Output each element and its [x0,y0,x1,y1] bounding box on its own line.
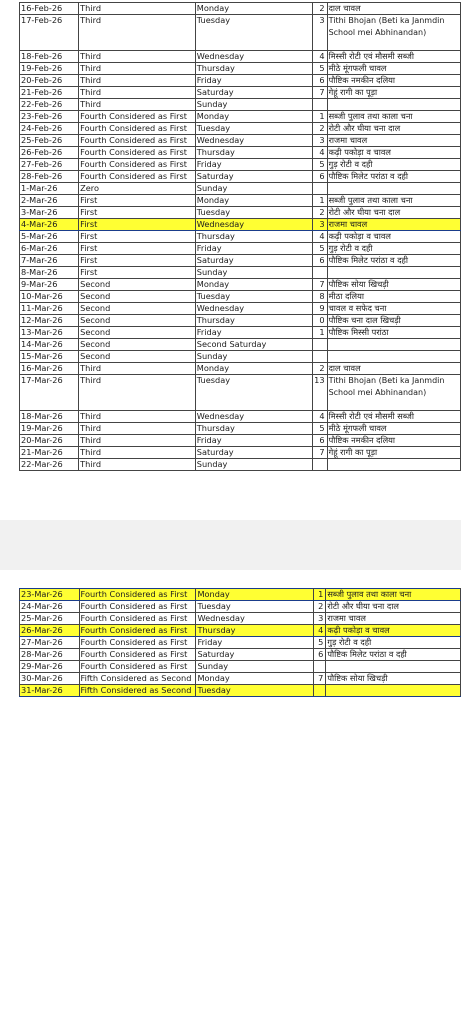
menu-number-cell: 4 [313,411,327,423]
day-cell: Sunday [195,267,312,279]
week-cell: Fourth Considered as First [79,111,196,123]
week-cell: Third [79,51,196,63]
date-cell: 27-Mar-26 [20,637,80,649]
table-row [20,267,461,279]
table-row [20,147,461,159]
menu-number-cell: 1 [313,195,327,207]
date-cell: 8-Mar-26 [20,267,79,279]
date-cell: 3-Mar-26 [20,207,79,219]
table-row [20,219,461,231]
menu-number-cell: 5 [313,423,327,435]
date-cell: 26-Mar-26 [20,625,80,637]
week-cell: Fourth Considered as First [79,135,196,147]
date-cell: 16-Feb-26 [20,3,79,15]
week-cell: Third [79,75,196,87]
date-cell: 17-Mar-26 [20,375,79,411]
table-row [20,63,461,75]
week-cell: Fourth Considered as First [79,147,196,159]
table-row [20,111,461,123]
table-row [20,303,461,315]
day-cell: Thursday [195,315,312,327]
week-cell: Fourth Considered as First [79,637,196,649]
week-cell: Fourth Considered as First [79,171,196,183]
date-cell: 27-Feb-26 [20,159,79,171]
menu-number-cell: 6 [313,255,327,267]
week-cell: Second [79,303,196,315]
page-gap [0,520,461,570]
menu-number-cell: 4 [314,625,326,637]
week-cell: Third [79,63,196,75]
day-cell: Tuesday [195,207,312,219]
date-cell: 18-Feb-26 [20,51,79,63]
week-cell: Fourth Considered as First [79,589,196,601]
menu-item-cell: Tithi Bhojan (Beti ka Janmdin School mei Abhinandan) [327,15,460,51]
table-row [20,601,461,613]
date-cell: 19-Mar-26 [20,423,79,435]
day-cell: Sunday [195,351,312,363]
menu-table-top [19,2,461,471]
week-cell: Third [79,99,196,111]
table-row [20,315,461,327]
date-cell: 17-Feb-26 [20,15,79,51]
menu-number-cell [314,685,326,697]
week-cell: Second [79,291,196,303]
week-cell: Third [79,15,196,51]
menu-number-cell: 7 [313,279,327,291]
week-cell: Third [79,3,196,15]
day-cell: Wednesday [195,51,312,63]
table-row [20,99,461,111]
table-row [20,3,461,15]
day-cell: Sunday [195,99,312,111]
menu-item-cell: राजमा चावल [326,613,461,625]
table-row [20,87,461,99]
date-cell: 28-Feb-26 [20,171,79,183]
table-row [20,231,461,243]
day-cell: Friday [196,637,314,649]
menu-number-cell [313,351,327,363]
table-row [20,685,461,697]
week-cell: Third [79,423,196,435]
menu-number-cell [313,183,327,195]
day-cell: Saturday [195,255,312,267]
date-cell: 23-Feb-26 [20,111,79,123]
date-cell: 26-Feb-26 [20,147,79,159]
day-cell: Wednesday [195,219,312,231]
week-cell: Second [79,339,196,351]
date-cell: 14-Mar-26 [20,339,79,351]
date-cell: 21-Mar-26 [20,447,79,459]
menu-item-cell [327,459,460,471]
week-cell: Fourth Considered as First [79,601,196,613]
week-cell: Second [79,351,196,363]
day-cell: Tuesday [196,601,314,613]
day-cell: Thursday [195,423,312,435]
menu-item-cell: गुड़ रोटी व दही [327,243,460,255]
week-cell: Fourth Considered as First [79,123,196,135]
table-row [20,51,461,63]
menu-item-cell: पौष्टिक मिस्सी परांठा [327,327,460,339]
menu-item-cell: गुड़ रोटी व दही [327,159,460,171]
menu-item-cell: पौष्टिक मिलेट परांठा व दही [326,649,461,661]
menu-number-cell: 2 [314,601,326,613]
date-cell: 28-Mar-26 [20,649,80,661]
week-cell: Fifth Considered as Second [79,685,196,697]
menu-item-cell: सब्जी पुलाव तथा काला चना [327,111,460,123]
week-cell: Fourth Considered as First [79,613,196,625]
table-row [20,135,461,147]
menu-number-cell: 1 [313,327,327,339]
menu-number-cell: 4 [313,147,327,159]
table-row [20,195,461,207]
table-row [20,183,461,195]
menu-item-cell: रोटी और घीया चना दाल [327,207,460,219]
date-cell: 2-Mar-26 [20,195,79,207]
menu-number-cell: 1 [313,111,327,123]
week-cell: Third [79,375,196,411]
menu-number-cell [313,99,327,111]
week-cell: First [79,267,196,279]
week-cell: Second [79,279,196,291]
week-cell: First [79,231,196,243]
menu-number-cell: 6 [313,171,327,183]
day-cell: Wednesday [195,303,312,315]
day-cell: Thursday [195,231,312,243]
week-cell: Third [79,435,196,447]
menu-number-cell: 2 [313,363,327,375]
menu-item-cell [327,351,460,363]
menu-item-cell: पौष्टिक सोया खिचड़ी [327,279,460,291]
day-cell: Sunday [195,183,312,195]
table-row [20,673,461,685]
menu-number-cell: 3 [313,135,327,147]
table-row [20,123,461,135]
date-cell: 31-Mar-26 [20,685,80,697]
menu-item-cell: पौष्टिक नमकीन दलिया [327,75,460,87]
day-cell: Monday [196,673,314,685]
day-cell: Wednesday [195,411,312,423]
menu-number-cell: 4 [313,51,327,63]
date-cell: 29-Mar-26 [20,661,80,673]
table-row [20,351,461,363]
table-row [20,447,461,459]
date-cell: 30-Mar-26 [20,673,80,685]
menu-number-cell: 6 [313,435,327,447]
menu-number-cell: 3 [313,15,327,51]
day-cell: Friday [195,159,312,171]
date-cell: 7-Mar-26 [20,255,79,267]
menu-item-cell: रोटी और घीया चना दाल [327,123,460,135]
date-cell: 10-Mar-26 [20,291,79,303]
menu-number-cell: 7 [314,673,326,685]
week-cell: First [79,255,196,267]
date-cell: 22-Mar-26 [20,459,79,471]
menu-item-cell: मिस्सी रोटी एवं मौसमी सब्जी [327,51,460,63]
day-cell: Wednesday [196,613,314,625]
table-row [20,75,461,87]
week-cell: Third [79,87,196,99]
day-cell: Saturday [195,447,312,459]
menu-number-cell: 13 [313,375,327,411]
day-cell: Saturday [196,649,314,661]
day-cell: Tuesday [195,15,312,51]
menu-item-cell: पौष्टिक चना दाल खिचड़ी [327,315,460,327]
menu-number-cell: 6 [313,75,327,87]
table-row [20,327,461,339]
day-cell: Wednesday [195,135,312,147]
date-cell: 4-Mar-26 [20,219,79,231]
menu-number-cell: 3 [313,219,327,231]
table-row [20,15,461,51]
menu-number-cell: 5 [313,243,327,255]
date-cell: 23-Mar-26 [20,589,80,601]
menu-item-cell: कढ़ी पकोड़ा व चावल [326,625,461,637]
week-cell: Third [79,411,196,423]
menu-number-cell: 2 [313,207,327,219]
table-row [20,255,461,267]
menu-item-cell [326,685,461,697]
menu-number-cell: 3 [314,613,326,625]
menu-item-cell: सब्जी पुलाव तथा काला चना [326,589,461,601]
menu-item-cell: सब्जी पुलाव तथा काला चना [327,195,460,207]
menu-item-cell: गेहूं रागी का पूड़ा [327,447,460,459]
menu-item-cell [326,661,461,673]
table-row [20,411,461,423]
menu-item-cell: राजमा चावल [327,135,460,147]
menu-item-cell: राजमा चावल [327,219,460,231]
menu-number-cell: 2 [313,123,327,135]
date-cell: 19-Feb-26 [20,63,79,75]
date-cell: 18-Mar-26 [20,411,79,423]
menu-number-cell: 0 [313,315,327,327]
menu-item-cell: मीठे मूंगफली चावल [327,63,460,75]
day-cell: Thursday [196,625,314,637]
week-cell: Third [79,459,196,471]
table-row [20,279,461,291]
week-cell: Third [79,447,196,459]
day-cell: Monday [195,279,312,291]
day-cell: Thursday [195,147,312,159]
table-row [20,435,461,447]
menu-number-cell: 8 [313,291,327,303]
menu-item-cell: Tithi Bhojan (Beti ka Janmdin School mei Abhinandan) [327,375,460,411]
week-cell: Fifth Considered as Second [79,673,196,685]
table-row [20,459,461,471]
menu-number-cell: 6 [314,649,326,661]
date-cell: 12-Mar-26 [20,315,79,327]
table-row [20,589,461,601]
date-cell: 5-Mar-26 [20,231,79,243]
menu-item-cell: चावल व सफेद चना [327,303,460,315]
table-row [20,291,461,303]
menu-number-cell [314,661,326,673]
date-cell: 16-Mar-26 [20,363,79,375]
day-cell: Friday [195,435,312,447]
day-cell: Sunday [195,459,312,471]
day-cell: Monday [195,3,312,15]
week-cell: Third [79,363,196,375]
week-cell: First [79,195,196,207]
menu-item-cell: दाल चावल [327,363,460,375]
week-cell: Fourth Considered as First [79,625,196,637]
day-cell: Friday [195,243,312,255]
menu-number-cell: 5 [313,63,327,75]
menu-item-cell [327,183,460,195]
date-cell: 22-Feb-26 [20,99,79,111]
table-row [20,243,461,255]
week-cell: Zero [79,183,196,195]
table-row [20,339,461,351]
week-cell: Fourth Considered as First [79,159,196,171]
day-cell: Friday [195,75,312,87]
menu-item-cell: मीठा दलिया [327,291,460,303]
menu-item-cell [327,339,460,351]
week-cell: First [79,219,196,231]
table-row [20,661,461,673]
day-cell: Thursday [195,63,312,75]
menu-number-cell: 7 [313,447,327,459]
menu-number-cell: 9 [313,303,327,315]
table-row [20,159,461,171]
date-cell: 9-Mar-26 [20,279,79,291]
day-cell: Friday [195,327,312,339]
day-cell: Tuesday [195,123,312,135]
menu-item-cell: रोटी और घीया चना दाल [326,601,461,613]
menu-number-cell [313,459,327,471]
date-cell: 1-Mar-26 [20,183,79,195]
week-cell: Fourth Considered as First [79,649,196,661]
date-cell: 13-Mar-26 [20,327,79,339]
date-cell: 25-Mar-26 [20,613,80,625]
menu-item-cell: पौष्टिक सोया खिचड़ी [326,673,461,685]
menu-table-bottom [19,588,461,697]
menu-number-cell [313,339,327,351]
date-cell: 20-Feb-26 [20,75,79,87]
table-row [20,375,461,411]
week-cell: Second [79,315,196,327]
day-cell: Sunday [196,661,314,673]
day-cell: Monday [195,111,312,123]
menu-item-cell: मीठे मूंगफली चावल [327,423,460,435]
menu-item-cell: पौष्टिक मिलेट परांठा व दही [327,171,460,183]
menu-item-cell: पौष्टिक मिलेट परांठा व दही [327,255,460,267]
table-row [20,363,461,375]
menu-item-cell: कढ़ी पकोड़ा व चावल [327,231,460,243]
menu-item-cell: कढ़ी पकोड़ा व चावल [327,147,460,159]
menu-number-cell: 7 [313,87,327,99]
date-cell: 24-Feb-26 [20,123,79,135]
table-row [20,207,461,219]
date-cell: 25-Feb-26 [20,135,79,147]
day-cell: Saturday [195,87,312,99]
table-row [20,423,461,435]
date-cell: 11-Mar-26 [20,303,79,315]
week-cell: First [79,243,196,255]
week-cell: Fourth Considered as First [79,661,196,673]
table-row [20,637,461,649]
menu-number-cell: 1 [314,589,326,601]
day-cell: Monday [195,195,312,207]
week-cell: Second [79,327,196,339]
menu-number-cell: 5 [313,159,327,171]
day-cell: Monday [195,363,312,375]
menu-item-cell [327,267,460,279]
menu-number-cell: 4 [313,231,327,243]
day-cell: Second Saturday [195,339,312,351]
day-cell: Tuesday [195,375,312,411]
table-row [20,171,461,183]
menu-item-cell: गुड़ रोटी व दही [326,637,461,649]
table-row [20,613,461,625]
day-cell: Tuesday [196,685,314,697]
week-cell: First [79,207,196,219]
date-cell: 21-Feb-26 [20,87,79,99]
table-row [20,649,461,661]
menu-number-cell [313,267,327,279]
menu-number-cell: 2 [313,3,327,15]
menu-item-cell [327,99,460,111]
menu-item-cell: मिस्सी रोटी एवं मौसमी सब्जी [327,411,460,423]
menu-item-cell: पौष्टिक नमकीन दलिया [327,435,460,447]
date-cell: 15-Mar-26 [20,351,79,363]
table-row [20,625,461,637]
date-cell: 6-Mar-26 [20,243,79,255]
date-cell: 20-Mar-26 [20,435,79,447]
menu-item-cell: गेहूं रागी का पूड़ा [327,87,460,99]
day-cell: Tuesday [195,291,312,303]
date-cell: 24-Mar-26 [20,601,80,613]
day-cell: Monday [196,589,314,601]
menu-item-cell: दाल चावल [327,3,460,15]
day-cell: Saturday [195,171,312,183]
menu-number-cell: 5 [314,637,326,649]
